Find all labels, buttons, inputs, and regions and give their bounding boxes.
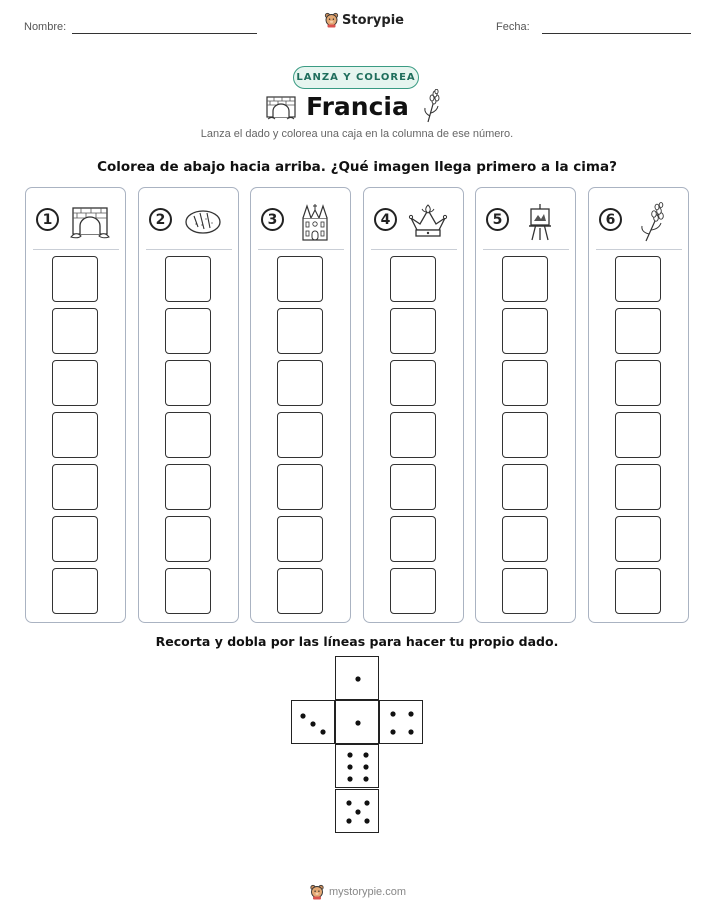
color-box[interactable] xyxy=(615,360,661,406)
stone-bridge-icon xyxy=(266,95,296,121)
color-box[interactable] xyxy=(277,464,323,510)
bear-mascot-icon xyxy=(324,12,339,28)
color-box[interactable] xyxy=(52,308,98,354)
color-box[interactable] xyxy=(165,308,211,354)
column-number: 3 xyxy=(261,208,284,231)
cathedral-icon xyxy=(294,202,336,242)
color-box[interactable] xyxy=(52,360,98,406)
color-box[interactable] xyxy=(165,256,211,302)
lavender-icon xyxy=(420,89,442,123)
activity-badge: LANZA Y COLOREA xyxy=(293,66,419,89)
color-box[interactable] xyxy=(502,568,548,614)
stone-bridge-icon xyxy=(69,202,111,242)
column-header xyxy=(251,202,349,242)
column-header xyxy=(26,202,124,242)
color-box[interactable] xyxy=(390,412,436,458)
die-face-5 xyxy=(335,789,379,833)
column-header xyxy=(364,202,462,242)
footer xyxy=(309,884,406,900)
column-2 xyxy=(138,187,239,623)
column-divider xyxy=(33,249,119,250)
color-box[interactable] xyxy=(277,568,323,614)
column-number: 2 xyxy=(149,208,172,231)
color-box[interactable] xyxy=(502,516,548,562)
color-box[interactable] xyxy=(277,256,323,302)
brand-name: Storypie xyxy=(342,12,404,28)
color-box[interactable] xyxy=(615,256,661,302)
die-face-6 xyxy=(335,744,379,788)
column-4 xyxy=(363,187,464,623)
color-box[interactable] xyxy=(615,568,661,614)
color-box[interactable] xyxy=(165,412,211,458)
column-number: 1 xyxy=(36,208,59,231)
bread-loaf-icon xyxy=(182,202,224,242)
color-box[interactable] xyxy=(52,412,98,458)
column-divider xyxy=(258,249,344,250)
name-label: Nombre: xyxy=(24,21,67,33)
color-box[interactable] xyxy=(390,256,436,302)
color-box[interactable] xyxy=(615,412,661,458)
color-box[interactable] xyxy=(52,256,98,302)
color-box[interactable] xyxy=(277,308,323,354)
color-box[interactable] xyxy=(390,464,436,510)
die-face-3 xyxy=(291,700,335,744)
date-line xyxy=(542,33,691,34)
column-header xyxy=(589,202,687,242)
color-box[interactable] xyxy=(52,568,98,614)
subtitle: Lanza el dado y colorea una caja en la columna de ese número. xyxy=(200,128,514,140)
footer-url: mystorypie.com xyxy=(329,886,407,898)
color-box[interactable] xyxy=(390,568,436,614)
die-face-1 xyxy=(335,700,379,744)
color-box[interactable] xyxy=(502,464,548,510)
easel-icon xyxy=(519,202,561,242)
column-6 xyxy=(588,187,689,623)
color-box[interactable] xyxy=(615,464,661,510)
color-box[interactable] xyxy=(502,360,548,406)
color-box[interactable] xyxy=(502,412,548,458)
color-box[interactable] xyxy=(165,464,211,510)
column-number: 5 xyxy=(486,208,509,231)
column-header xyxy=(476,202,574,242)
color-box[interactable] xyxy=(277,516,323,562)
crown-icon xyxy=(407,202,449,242)
die-face-4 xyxy=(379,700,423,744)
lavender-icon xyxy=(632,202,674,242)
column-divider xyxy=(146,249,232,250)
column-5 xyxy=(475,187,576,623)
color-box[interactable] xyxy=(277,412,323,458)
color-box[interactable] xyxy=(502,256,548,302)
column-divider xyxy=(596,249,682,250)
column-3 xyxy=(250,187,351,623)
date-label: Fecha: xyxy=(496,21,530,33)
color-box[interactable] xyxy=(390,308,436,354)
color-box[interactable] xyxy=(165,516,211,562)
column-header xyxy=(139,202,237,242)
color-box[interactable] xyxy=(390,360,436,406)
bear-mascot-icon xyxy=(309,884,325,900)
color-box[interactable] xyxy=(52,516,98,562)
die-face-1 xyxy=(335,656,379,700)
coloring-instruction: Colorea de abajo hacia arriba. ¿Qué imagen llega primero a la cima? xyxy=(97,159,617,175)
color-box[interactable] xyxy=(165,360,211,406)
color-box[interactable] xyxy=(502,308,548,354)
brand-logo xyxy=(324,12,404,28)
column-divider xyxy=(483,249,569,250)
color-box[interactable] xyxy=(390,516,436,562)
color-box[interactable] xyxy=(52,464,98,510)
column-number: 4 xyxy=(374,208,397,231)
color-box[interactable] xyxy=(615,308,661,354)
page-title: Francia xyxy=(306,92,409,121)
color-box[interactable] xyxy=(165,568,211,614)
column-number: 6 xyxy=(599,208,622,231)
color-box[interactable] xyxy=(277,360,323,406)
column-divider xyxy=(371,249,457,250)
column-1 xyxy=(25,187,126,623)
cut-instruction: Recorta y dobla por las líneas para hacer tu propio dado. xyxy=(155,634,559,649)
color-box[interactable] xyxy=(615,516,661,562)
name-line xyxy=(72,33,257,34)
